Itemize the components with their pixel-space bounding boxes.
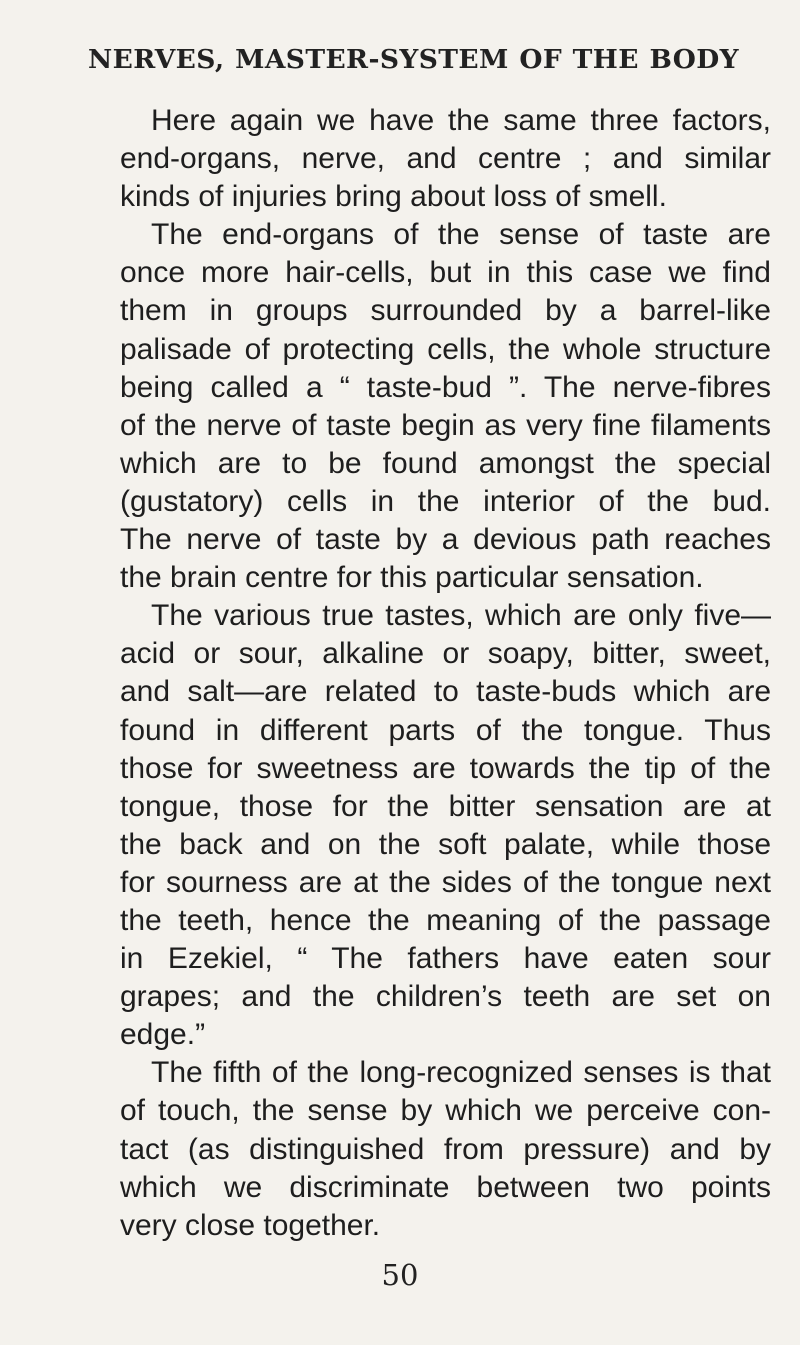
body-text bbox=[89, 102, 771, 1245]
text-line: the teeth, hence the meaning of the passage bbox=[120, 903, 771, 937]
text-line: The end-organs of the sense of taste are bbox=[151, 218, 771, 252]
text-line: found in different parts of the tongue. Thus bbox=[120, 713, 771, 747]
text-line: end-organs, nerve, and centre ; and similar bbox=[120, 142, 771, 176]
text-line: the brain centre for this particular sensation. bbox=[120, 561, 704, 595]
text-line: of the nerve of taste begin as very fine filaments bbox=[120, 408, 771, 442]
text-line: for sourness are at the sides of the tongue next bbox=[120, 865, 771, 899]
text-line: The fifth of the long-recognized senses is that bbox=[151, 1056, 771, 1090]
text-line: in Ezekiel, “ The fathers have eaten sour bbox=[120, 942, 771, 976]
text-line: the back and on the soft palate, while those bbox=[120, 827, 771, 861]
text-line: kinds of injuries bring about loss of smell. bbox=[120, 180, 667, 214]
text-line: and salt—are related to taste-buds which are bbox=[120, 675, 771, 709]
paragraph bbox=[89, 1054, 771, 1244]
text-line: tongue, those for the bitter sensation are at bbox=[120, 789, 771, 823]
text-line: The nerve of taste by a devious path reaches bbox=[120, 523, 771, 557]
text-line: being called a “ taste-bud ”. The nerve-fibres bbox=[120, 370, 771, 404]
text-line: them in groups surrounded by a barrel-like bbox=[120, 294, 771, 328]
text-line: The various true tastes, which are only five— bbox=[151, 599, 771, 633]
paragraph bbox=[89, 216, 771, 597]
text-line: those for sweetness are towards the tip of the bbox=[120, 751, 771, 785]
text-line: grapes; and the children’s teeth are set on bbox=[120, 980, 771, 1014]
running-head: NERVES, MASTER-SYSTEM OF THE BODY bbox=[88, 44, 739, 75]
text-line: (gustatory) cells in the interior of the bud. bbox=[120, 484, 771, 518]
page-number: 50 bbox=[381, 1258, 419, 1292]
text-line: very close together. bbox=[120, 1208, 381, 1242]
text-line: palisade of protecting cells, the whole structure bbox=[120, 332, 771, 366]
paragraph bbox=[89, 597, 771, 1054]
text-line: Here again we have the same three factors, bbox=[151, 104, 771, 137]
text-line: of touch, the sense by which we perceive con- bbox=[120, 1094, 771, 1128]
text-line: once more hair-cells, but in this case we find bbox=[120, 256, 771, 290]
text-line: which we discriminate between two points bbox=[120, 1170, 771, 1204]
text-line: tact (as distinguished from pressure) and by bbox=[120, 1132, 771, 1166]
text-line: acid or sour, alkaline or soapy, bitter, sweet, bbox=[120, 637, 771, 671]
paragraph bbox=[89, 102, 771, 216]
text-line: edge.” bbox=[120, 1018, 206, 1052]
text-line: which are to be found amongst the special bbox=[120, 446, 771, 480]
